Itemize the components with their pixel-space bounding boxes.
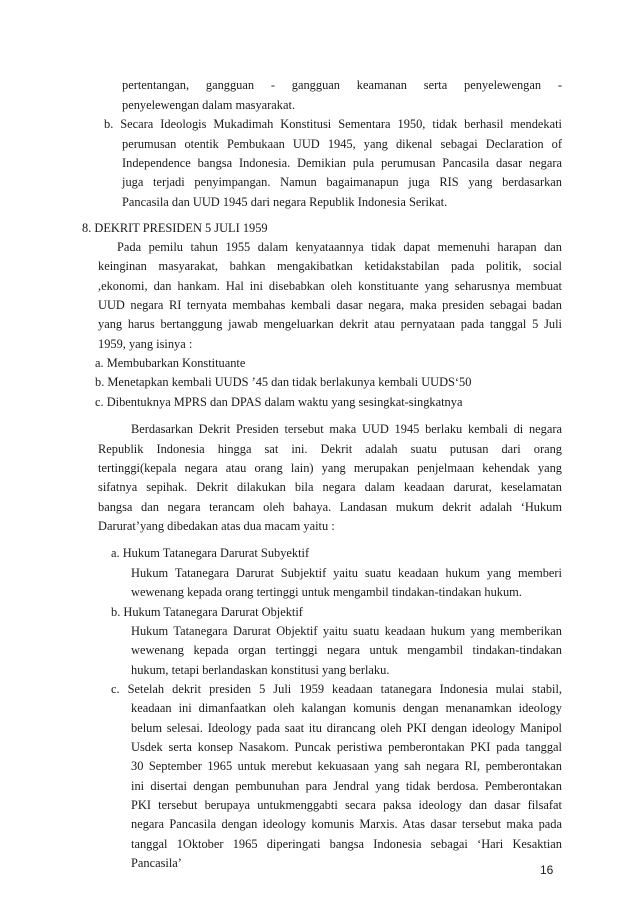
text-line: perumusan otentik Pembukaan UUD 1945, yang dikenal sebagai Declaration of [122, 137, 562, 151]
text-line: belum selesai. Ideology pada saat itu dirancang oleh PKI dengan ideology Manipol [131, 721, 562, 735]
text-line: Usdek serta konsep Nasakom. Puncak peristiwa pemberontakan PKI pada tanggal [131, 740, 562, 754]
text-line: sifatnya sepihak. Dekrit dilakukan bila negara dalam keadaan darurat, keselamatan [98, 480, 562, 494]
text-line: ,ekonomi, dan hankam. Hal ini disebabkan oleh konstituante yang seharusnya membuat [98, 279, 562, 293]
text-line: pertentangan, gangguan - gangguan keamanan serta penyelewengan - [122, 78, 562, 92]
text-line: yang harus bertanggung jawab mengeluarkan dekrit atau pernyataan pada tanggal 5 Juli [98, 317, 562, 331]
text-line: ini disertai dengan pembunuhan para Jendral yang tidak berdosa. Pemberontakan [131, 779, 562, 793]
list-item: b. Hukum Tatanegara Darurat Objektif [111, 605, 303, 619]
text-line: tanggal 1Oktober 1965 diperingati bangsa Indonesia sebagai ‘Hari Kesaktian [131, 837, 562, 851]
text-line: Hukum Tatanegara Darurat Subjektif yaitu suatu keadaan hukum yang memberi [131, 566, 562, 580]
text-line: negara Pancasila dengan ideology komunis Marxis. Atas dasar tersebut maka pada [131, 817, 562, 831]
text-line: bangsa dan negara terancam oleh bahaya. Landasan mukum dekrit adalah ‘Hukum [98, 500, 562, 514]
text-line: Republik Indonesia hingga sat ini. Dekrit adalah suatu putusan dari orang [98, 442, 562, 456]
text-line: tertinggi(kepala negara atau orang lain) yang merupakan penjelmaan kehendak yang [98, 461, 562, 475]
text-line: Berdasarkan Dekrit Presiden tersebut maka UUD 1945 berlaku kembali di negara [131, 422, 562, 436]
text-line: hukum, tetapi berlandaskan konstitusi yang berlaku. [131, 663, 390, 677]
section-heading: 8. DEKRIT PRESIDEN 5 JULI 1959 [82, 221, 268, 235]
text-line: wewenang kepada organ tertinggi negara untuk mengambil tindakan-tindakan [131, 643, 562, 657]
list-item: b. Menetapkan kembali UUDS ’45 dan tidak berlakunya kembali UUDS‘50 [95, 375, 472, 389]
text-line: 30 September 1965 untuk merebut kekuasaan yang sah negara RI, pemberontakan [131, 759, 562, 773]
list-item: c. Dibentuknya MPRS dan DPAS dalam waktu yang sesingkat-singkatnya [95, 395, 463, 409]
list-item: a. Hukum Tatanegara Darurat Subyektif [111, 546, 310, 560]
text-line: Pancasila’ [131, 856, 182, 870]
text-line: UUD negara RI ternyata membahas kembali dasar negara, maka presiden sebagai badan [98, 298, 562, 312]
text-line: Pada pemilu tahun 1955 dalam kenyataannya tidak dapat memenuhi harapan dan [117, 240, 562, 254]
text-line: Independence bangsa Indonesia. Demikian pula perumusan Pancasila dasar negara [122, 156, 562, 170]
list-item: c. Setelah dekrit presiden 5 Juli 1959 keadaan tatanegara Indonesia mulai stabil, [111, 682, 562, 696]
text-line: wewenang kepada orang tertinggi untuk mengambil tindakan-tindakan hukum. [131, 585, 522, 599]
text-line: keadaan ini dimanfaatkan oleh kalangan komunis dengan menanamkan ideology [131, 701, 562, 715]
list-item: b. Secara Ideologis Mukadimah Konstitusi Sementara 1950, tidak berhasil mendekati [104, 117, 562, 131]
page-number: 16 [540, 863, 554, 877]
text-line: PKI tersebut berupaya untukmenggabti secara paksa ideology dan dasar filsafat [131, 798, 562, 812]
text-line: juga terjadi penyimpangan. Namun bagaimanapun juga RIS yang berdasarkan [122, 175, 562, 189]
text-line: penyelewengan dalam masyarakat. [122, 98, 296, 112]
list-item: a. Membubarkan Konstituante [95, 356, 246, 370]
text-line: Pancasila dan UUD 1945 dari negara Republik Indonesia Serikat. [122, 195, 448, 209]
text-line: 1959, yang isinya : [98, 337, 193, 351]
text-line: keinginan masyarakat, bahkan mengakibatkan ketidakstabilan pada politik, social [98, 259, 562, 273]
text-line: Darurat’yang dibedakan atas dua macam yaitu : [98, 519, 335, 533]
text-line: Hukum Tatanegara Darurat Objektif yaitu suatu keadaan hukum yang memberikan [131, 624, 562, 638]
